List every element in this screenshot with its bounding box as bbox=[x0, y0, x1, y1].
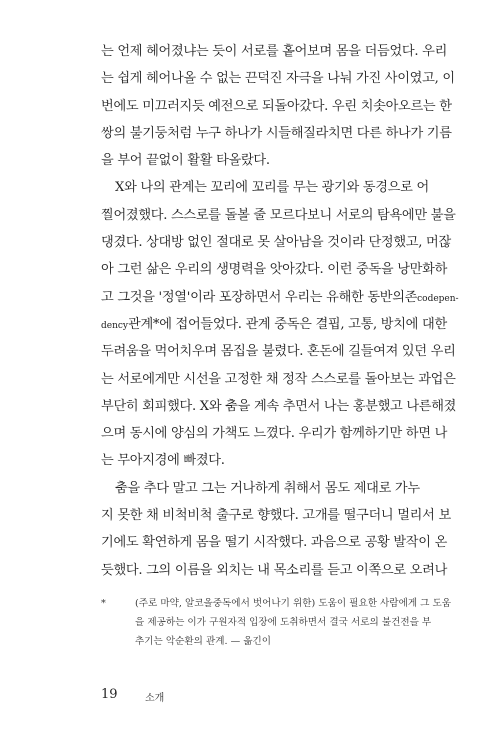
text-line: 으며 동시에 양심의 가책도 느꼈다. 우리가 함께하기만 하면 나 bbox=[101, 426, 448, 442]
text-line: 댕겼다. 상대방 없인 절대로 못 살아남을 것이라 단정했고, 머잖 bbox=[101, 235, 451, 251]
footnote bbox=[101, 594, 452, 651]
text-line: 지 못한 채 비척비척 출구로 향했다. 고개를 떨구더니 멀리서 보 bbox=[101, 508, 451, 524]
text-line: 듯했다. 그의 이름을 외치는 내 목소리를 듣고 이쪽으로 오려나 bbox=[101, 562, 448, 578]
text-line: 기에도 확연하게 몸을 떨기 시작했다. 과음으로 공황 발작이 온 bbox=[101, 535, 448, 551]
body-text bbox=[101, 38, 459, 584]
text-line: 찔어졌했다. 스스로를 돌볼 줄 모르다보니 서로의 탐욕에만 불을 bbox=[101, 207, 456, 223]
codependency-gloss-a: codepen- bbox=[417, 293, 459, 304]
text-line: 는 언제 헤어졌냐는 듯이 서로를 홑어보며 몸을 더듬었다. 우리 bbox=[101, 44, 448, 59]
footnote-marker: * bbox=[101, 598, 106, 609]
footnote-text bbox=[135, 594, 452, 651]
text-line: 쌍의 불기둥처럼 누구 하나가 시들해질라치면 다른 하나가 기름 bbox=[101, 125, 452, 141]
text-line: 는 무아지경에 빠졌다. bbox=[101, 453, 225, 469]
footnote-line: 을 제공하는 이가 구원자적 입장에 도취하면서 결국 서로의 불건전을 부 bbox=[135, 617, 432, 628]
text-line-codependency bbox=[101, 284, 459, 311]
footnote-line: 추기는 악순환의 관계. — 옮긴이 bbox=[135, 636, 272, 647]
footnote-line: (주로 마약, 알코올중독에서 벗어나기 위한) 도움이 필요한 사람에게 그 도움 bbox=[135, 598, 452, 609]
text-line-codependency-cont bbox=[101, 311, 447, 338]
paragraph-first-line: X와 나의 관계는 꼬리에 꼬리를 무는 광기와 동경으로 어 bbox=[115, 180, 429, 196]
paragraph-first-line: 춤을 추다 말고 그는 거나하게 취해서 몸도 제대로 가누 bbox=[115, 480, 420, 496]
page-number: 19 bbox=[101, 687, 118, 702]
codependency-gloss-b: dency bbox=[101, 320, 129, 331]
running-head: 소개 bbox=[145, 693, 165, 704]
text-line-main: 고 그것을 '정열'이라 포장하면서 우리는 유해한 동반의존 bbox=[101, 289, 418, 305]
text-line: 번에도 미끄러지듯 예전으로 되돌아갔다. 우린 치솟아오르는 한 bbox=[101, 98, 452, 114]
text-line: 아 그런 삶은 우리의 생명력을 앗아갔다. 이런 중독을 낭만화하 bbox=[101, 262, 448, 278]
text-line: 두려움을 먹어치우며 몸집을 불렸다. 혼돈에 길들여져 있던 우리 bbox=[101, 344, 456, 360]
text-line: 는 쉽게 헤어나올 수 없는 끈덕진 자극을 나눠 가진 사이였고, 이 bbox=[101, 71, 455, 87]
text-line: 을 부어 끝없이 활활 타올랐다. bbox=[101, 153, 270, 169]
text-line: 부단히 회피했다. X와 춤을 계속 추면서 나는 홍분했고 나른해졌 bbox=[101, 398, 457, 414]
text-line-main: 관계*에 접어들었다. 관계 중독은 결핍, 고통, 방치에 대한 bbox=[128, 316, 447, 332]
text-line: 는 서로에게만 시선을 고정한 채 정작 스스로를 돌아보는 과업은 bbox=[101, 371, 456, 387]
